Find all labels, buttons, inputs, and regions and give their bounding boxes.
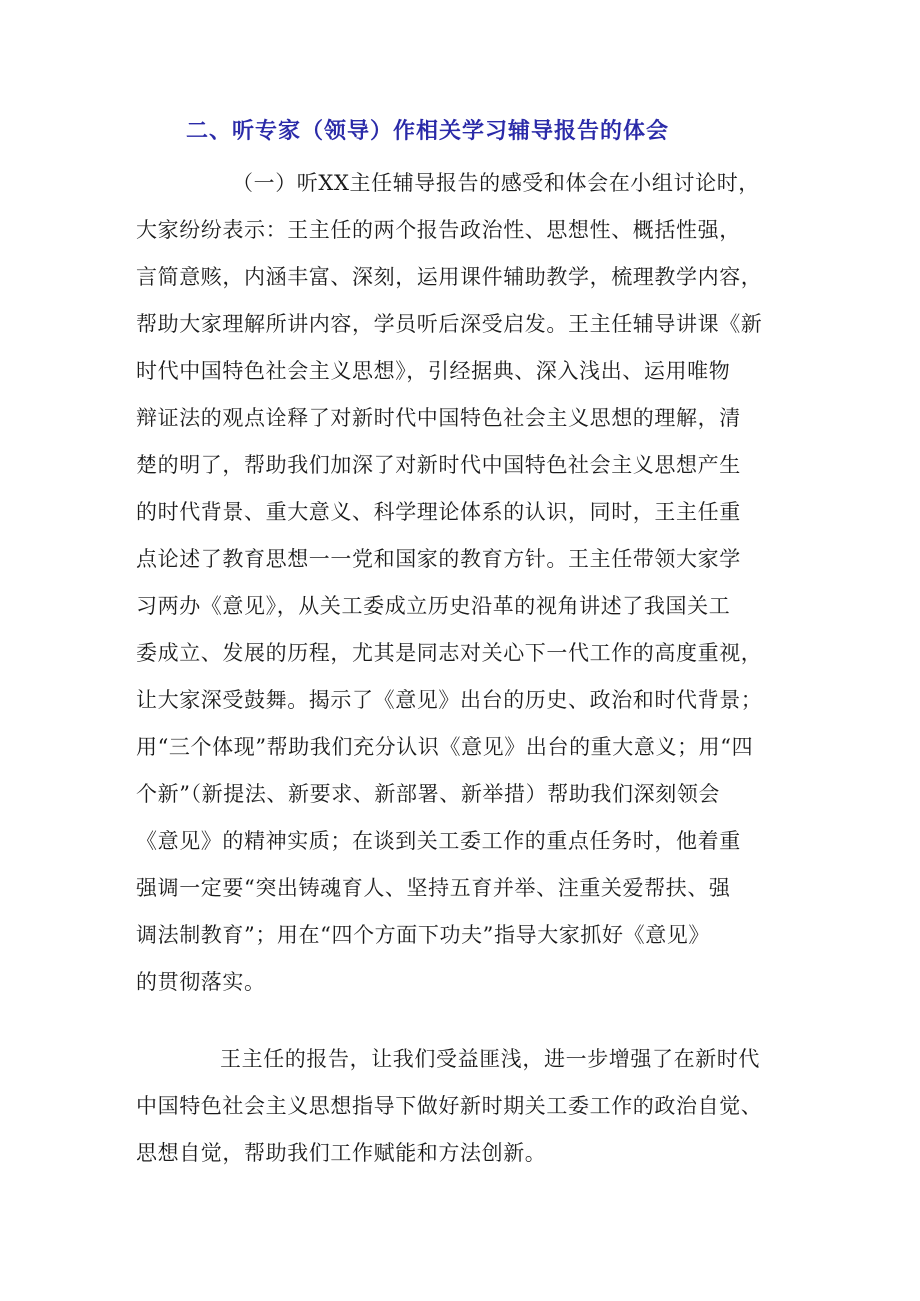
paragraph-line: 楚的明了，帮助我们加深了对新时代中国特色社会主义思想产生 xyxy=(136,453,741,477)
paragraph-line: 时代中国特色社会主义思想》，引经据典、深入浅出、运用唯物 xyxy=(136,359,731,383)
paragraph-1 xyxy=(136,160,796,1006)
paragraph-line: 习两办《意见》，从关工委成立历史沿革的视角讲述了我国关工 xyxy=(136,594,731,618)
paragraph-line: 的时代背景、重大意义、科学理论体系的认识，同时，王主任重 xyxy=(136,500,741,524)
paragraph-2 xyxy=(136,1036,796,1177)
paragraph-line: 《意见》的精神实质；在谈到关工委工作的重点任务时，他着重 xyxy=(136,829,741,853)
paragraph-line: 让大家深受鼓舞。揭示了《意见》出台的历史、政治和时代背景； xyxy=(136,688,763,712)
section-heading: 二、听专家（领导）作相关学习辅导报告的体会 xyxy=(186,118,670,144)
paragraph-line: 用“三个体现”帮助我们充分认识《意见》出台的重大意义；用“四 xyxy=(136,735,754,759)
paragraph-line: （一）听XX主任辅导报告的感受和体会在小组讨论时， xyxy=(232,171,760,195)
paragraph-line: 个新”（新提法、新要求、新部署、新举措）帮助我们深刻领会 xyxy=(136,782,721,806)
paragraph-line: 调法制教育”；用在“四个方面下功夫”指导大家抓好《意见》 xyxy=(136,923,711,947)
paragraph-line: 帮助大家理解所讲内容，学员听后深受启发。王主任辅导讲课《新 xyxy=(136,312,763,336)
paragraph-line: 委成立、发展的历程，尤其是同志对关心下一代工作的高度重视， xyxy=(136,641,763,665)
paragraph-line: 的贯彻落实。 xyxy=(136,970,266,994)
paragraph-line: 大家纷纷表示：王主任的两个报告政治性、思想性、概括性强， xyxy=(136,218,741,242)
paragraph-line: 辩证法的观点诠释了对新时代中国特色社会主义思想的理解，清 xyxy=(136,406,741,430)
paragraph-line: 思想自觉，帮助我们工作赋能和方法创新。 xyxy=(136,1141,547,1165)
paragraph-line: 中国特色社会主义思想指导下做好新时期关工委工作的政治自觉、 xyxy=(136,1094,763,1118)
paragraph-line: 强调一定要“突出铸魂育人、坚持五育并举、注重关爱帮扶、强 xyxy=(136,876,731,900)
paragraph-line: 点论述了教育思想一一党和国家的教育方针。王主任带领大家学 xyxy=(136,547,741,571)
paragraph-line: 王主任的报告，让我们受益匪浅，进一步增强了在新时代 xyxy=(220,1047,760,1071)
paragraph-line: 言简意赅，内涵丰富、深刻，运用课件辅助教学，梳理教学内容， xyxy=(136,265,763,289)
